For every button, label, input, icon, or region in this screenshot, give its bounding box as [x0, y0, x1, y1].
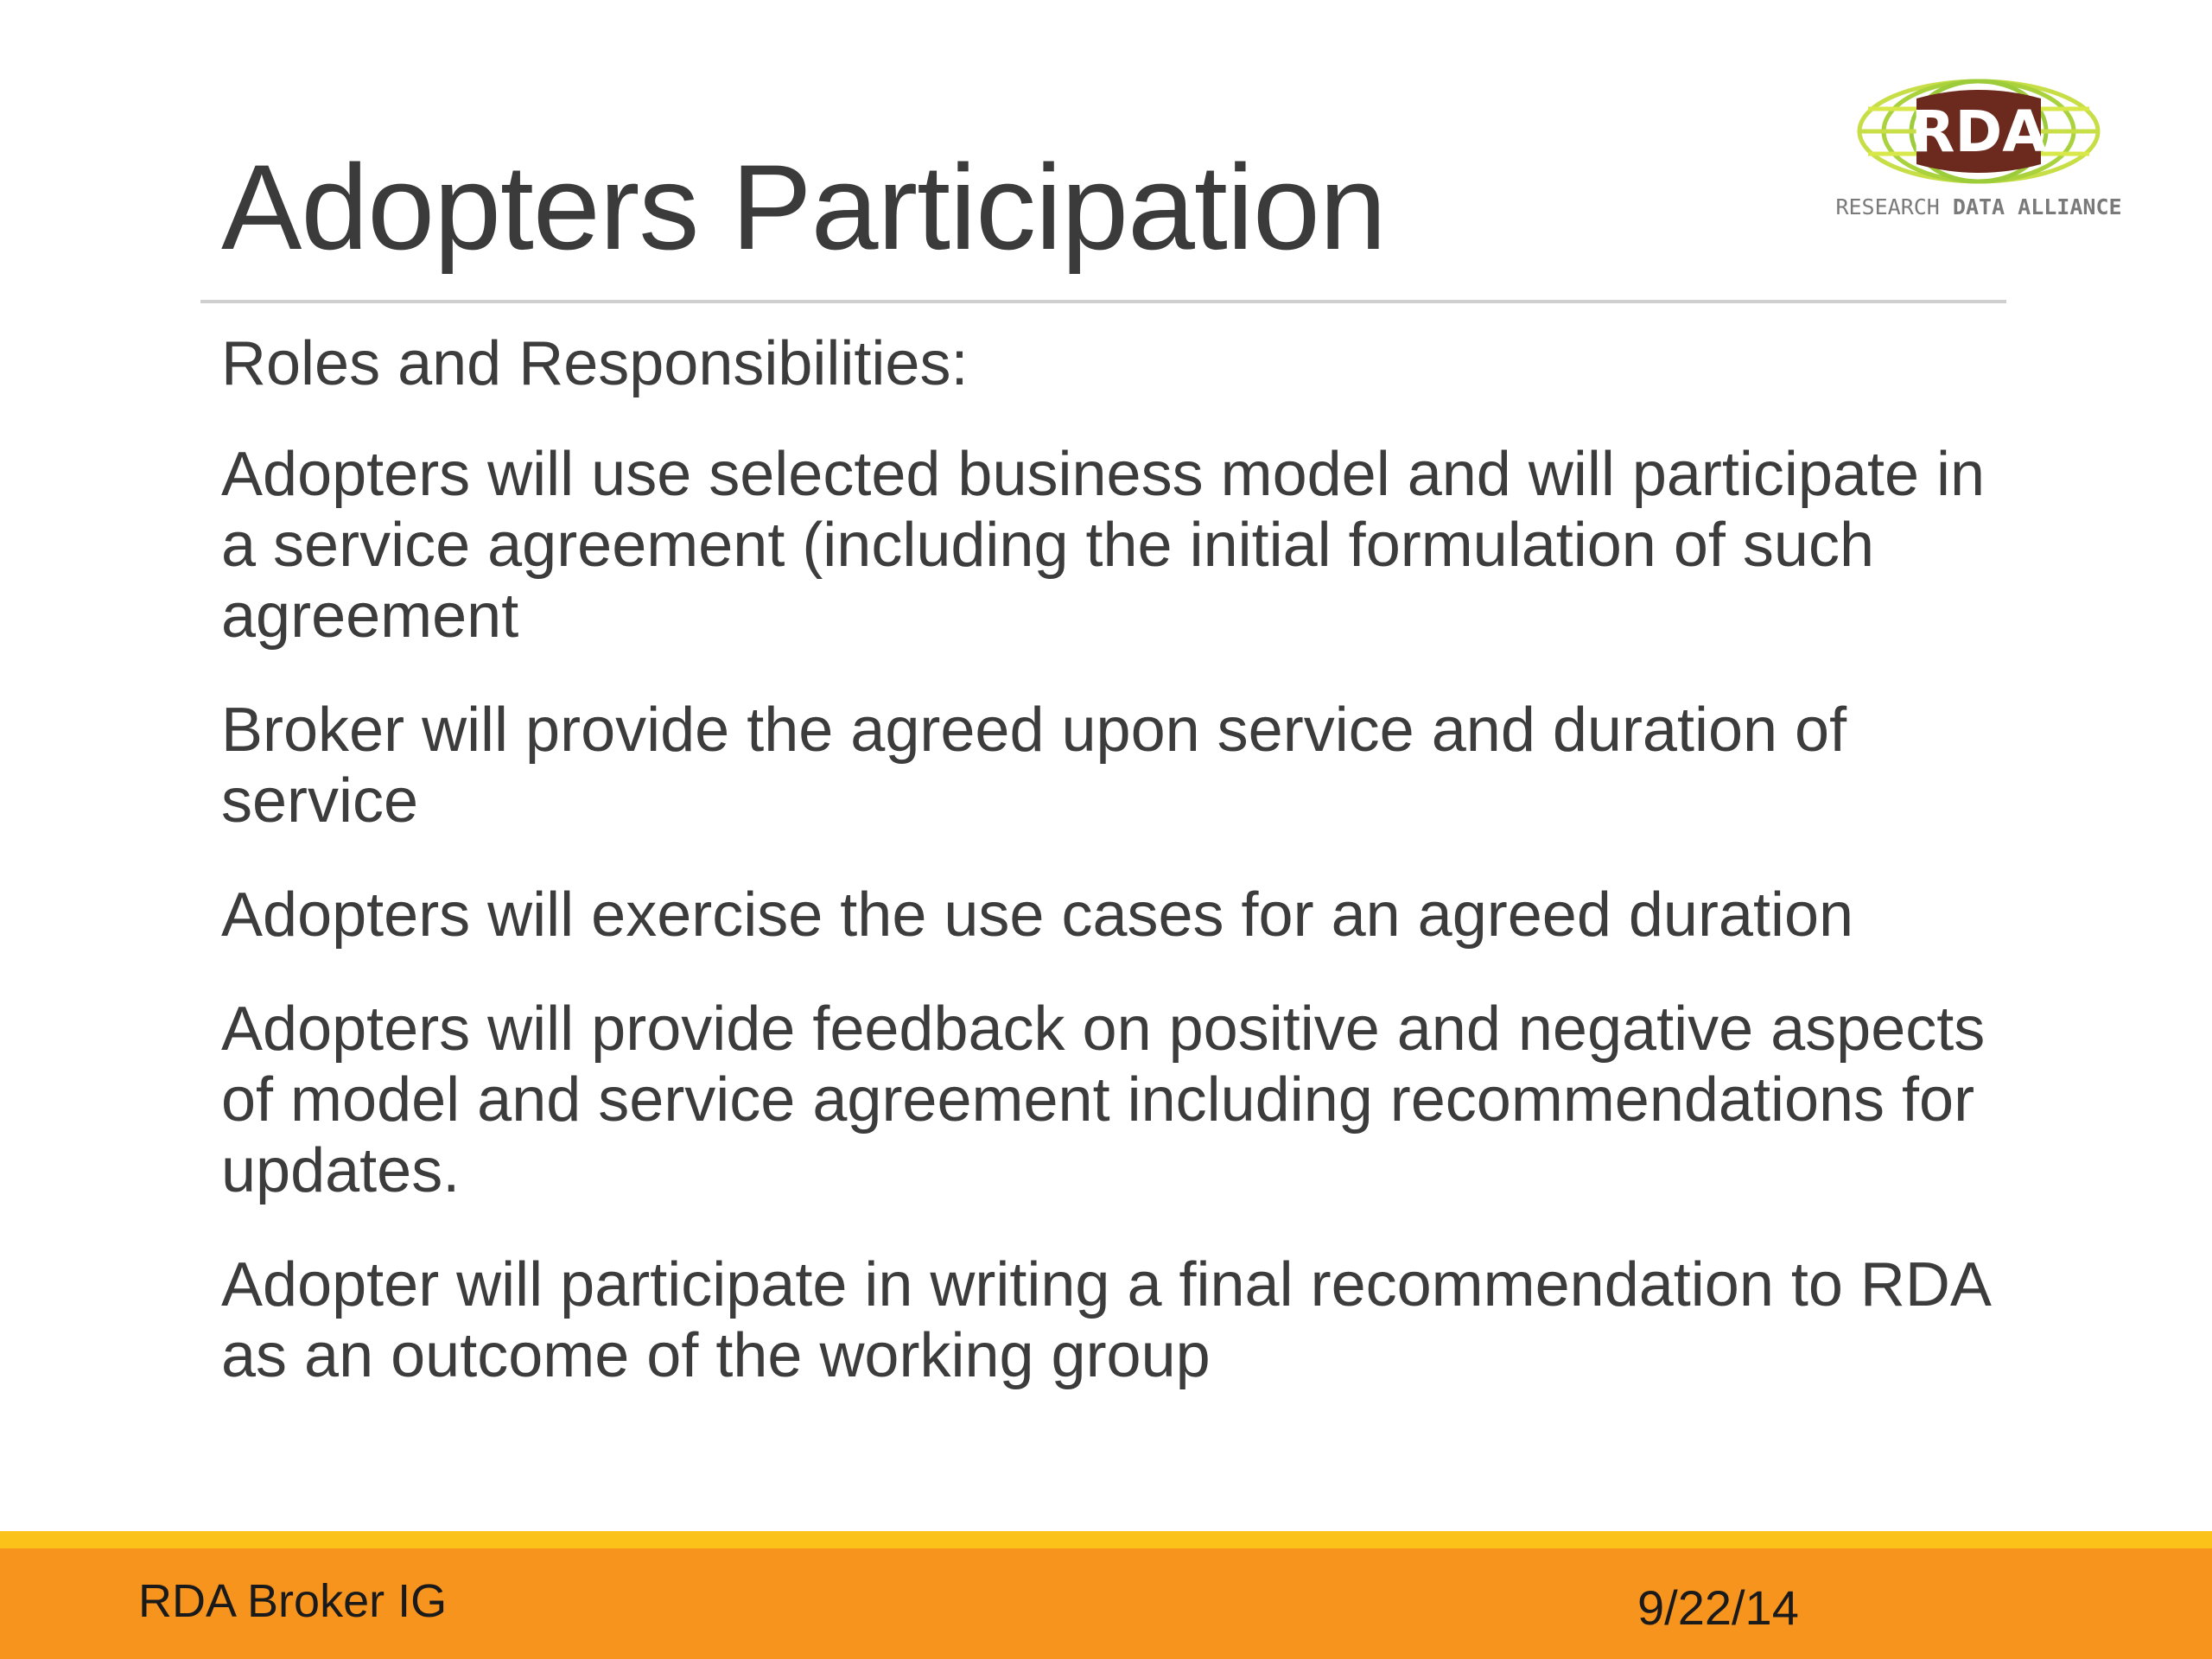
- svg-text:RESEARCH DATA ALLIANCE: [1835, 194, 2121, 219]
- body-paragraph: Adopters will use selected business model and will participate in a service agreement (including the initial formulation of such agreement: [221, 440, 1986, 651]
- footer-group-name: RDA Broker IG: [138, 1575, 448, 1627]
- logo-caption-light: RESEARCH: [1835, 194, 1953, 219]
- footer-date: 9/22/14: [1637, 1580, 1799, 1635]
- rda-globe-logo-icon: [1835, 73, 2122, 228]
- body-paragraph: Adopters will exercise the use cases for an agreed duration: [221, 880, 1854, 950]
- body-paragraph: Adopter will participate in writing a final recommendation to RDA as an outcome of the working group: [221, 1250, 1988, 1390]
- body-paragraph: Roles and Responsibilities:: [221, 329, 969, 398]
- logo-mark-text: RDA: [1910, 99, 2047, 165]
- footer-accent-stripe: [0, 1531, 2212, 1548]
- title-divider: [200, 300, 2006, 303]
- slide-title: Adopters Participation: [221, 139, 1386, 275]
- slide-body: [221, 328, 2027, 1434]
- body-paragraph: Adopters will provide feedback on positive and negative aspects of model and service agreement including recommendations for updates.: [221, 995, 1986, 1205]
- footer-bar: [0, 1548, 2212, 1659]
- rda-logo: [1835, 73, 2122, 228]
- logo-caption-bold: DATA ALLIANCE: [1952, 194, 2122, 219]
- body-paragraph: Broker will provide the agreed upon service and duration of service: [221, 696, 1847, 836]
